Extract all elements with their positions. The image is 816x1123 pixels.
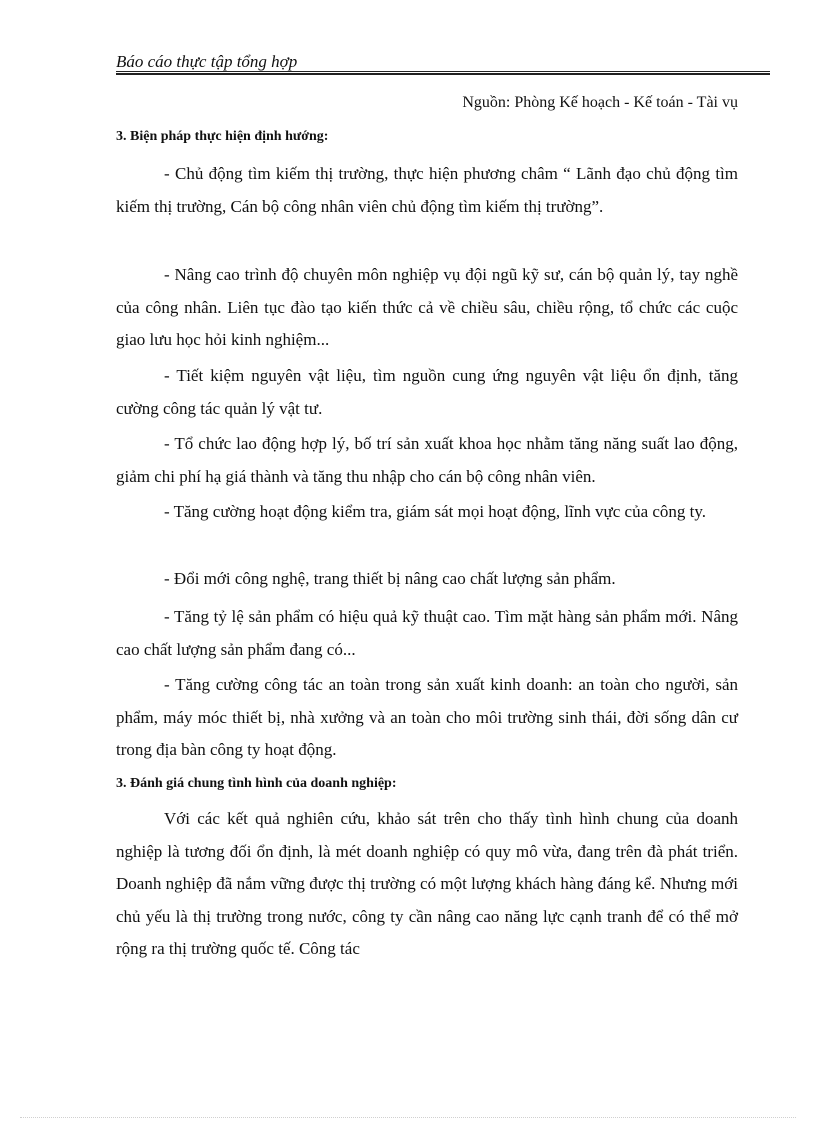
measure-item: - Tiết kiệm nguyên vật liệu, tìm nguồn cung ứng nguyên vật liệu ổn định, tăng cường công tác quản lý vật tư. — [116, 366, 738, 418]
measure-item: - Tăng cường công tác an toàn trong sản xuất kinh doanh: an toàn cho người, sản phẩm, máy móc thiết bị, nhà xưởng và an toàn cho môi trường sinh thái, đời sống dân cư trong địa bàn công ty hoạt động. — [116, 675, 738, 759]
section-heading-measures: 3. Biện pháp thực hiện định hướng: — [116, 129, 329, 144]
header-title: Báo cáo thực tập tổng hợp — [116, 52, 298, 71]
measure-item: - Chủ động tìm kiếm thị trường, thực hiện phương châm “ Lãnh đạo chủ động tìm kiếm thị trường, Cán bộ công nhân viên chủ động tìm kiếm thị trường”. — [116, 164, 738, 216]
header-rule — [116, 71, 770, 72]
page-bottom-divider — [20, 1117, 796, 1118]
header-rule-thick — [116, 73, 770, 75]
assessment-paragraph: Với các kết quả nghiên cứu, khảo sát trên cho thấy tình hình chung của doanh nghiệp là tương đối ổn định, là mét doanh nghiệp có quy mô vừa, đang trên đà phát triển. Doanh nghiệp đã nắm vững được thị trường có một lượng khách hàng đáng kể. Nhưng mới chủ yếu là thị trường trong nước, công ty cần nâng cao năng lực cạnh tranh để có thể mở rộng ra thị trường quốc tế. Công tác — [116, 809, 738, 958]
source-note: Nguồn: Phòng Kế hoạch - Kế toán - Tài vụ — [462, 94, 738, 111]
measure-item: - Đổi mới công nghệ, trang thiết bị nâng cao chất lượng sản phẩm. — [164, 569, 616, 588]
measure-item: - Tăng cường hoạt động kiểm tra, giám sát mọi hoạt động, lĩnh vực của công ty. — [164, 502, 707, 521]
page-header — [116, 50, 770, 76]
section-heading-assessment: 3. Đánh giá chung tình hình của doanh nghiệp: — [116, 776, 397, 791]
measure-item: - Nâng cao trình độ chuyên môn nghiệp vụ đội ngũ kỹ sư, cán bộ quản lý, tay nghề của công nhân. Liên tục đào tạo kiến thức cả về chiều sâu, chiều rộng, tổ chức các cuộc giao lưu học hỏi kinh nghiệm... — [116, 265, 738, 349]
measure-item: - Tổ chức lao động hợp lý, bố trí sản xuất khoa học nhằm tăng năng suất lao động, giảm chi phí hạ giá thành và tăng thu nhập cho cán bộ công nhân viên. — [116, 434, 738, 486]
measure-item: - Tăng tỷ lệ sản phẩm có hiệu quả kỹ thuật cao. Tìm mặt hàng sản phẩm mới. Nâng cao chất lượng sản phẩm đang có... — [116, 607, 738, 659]
